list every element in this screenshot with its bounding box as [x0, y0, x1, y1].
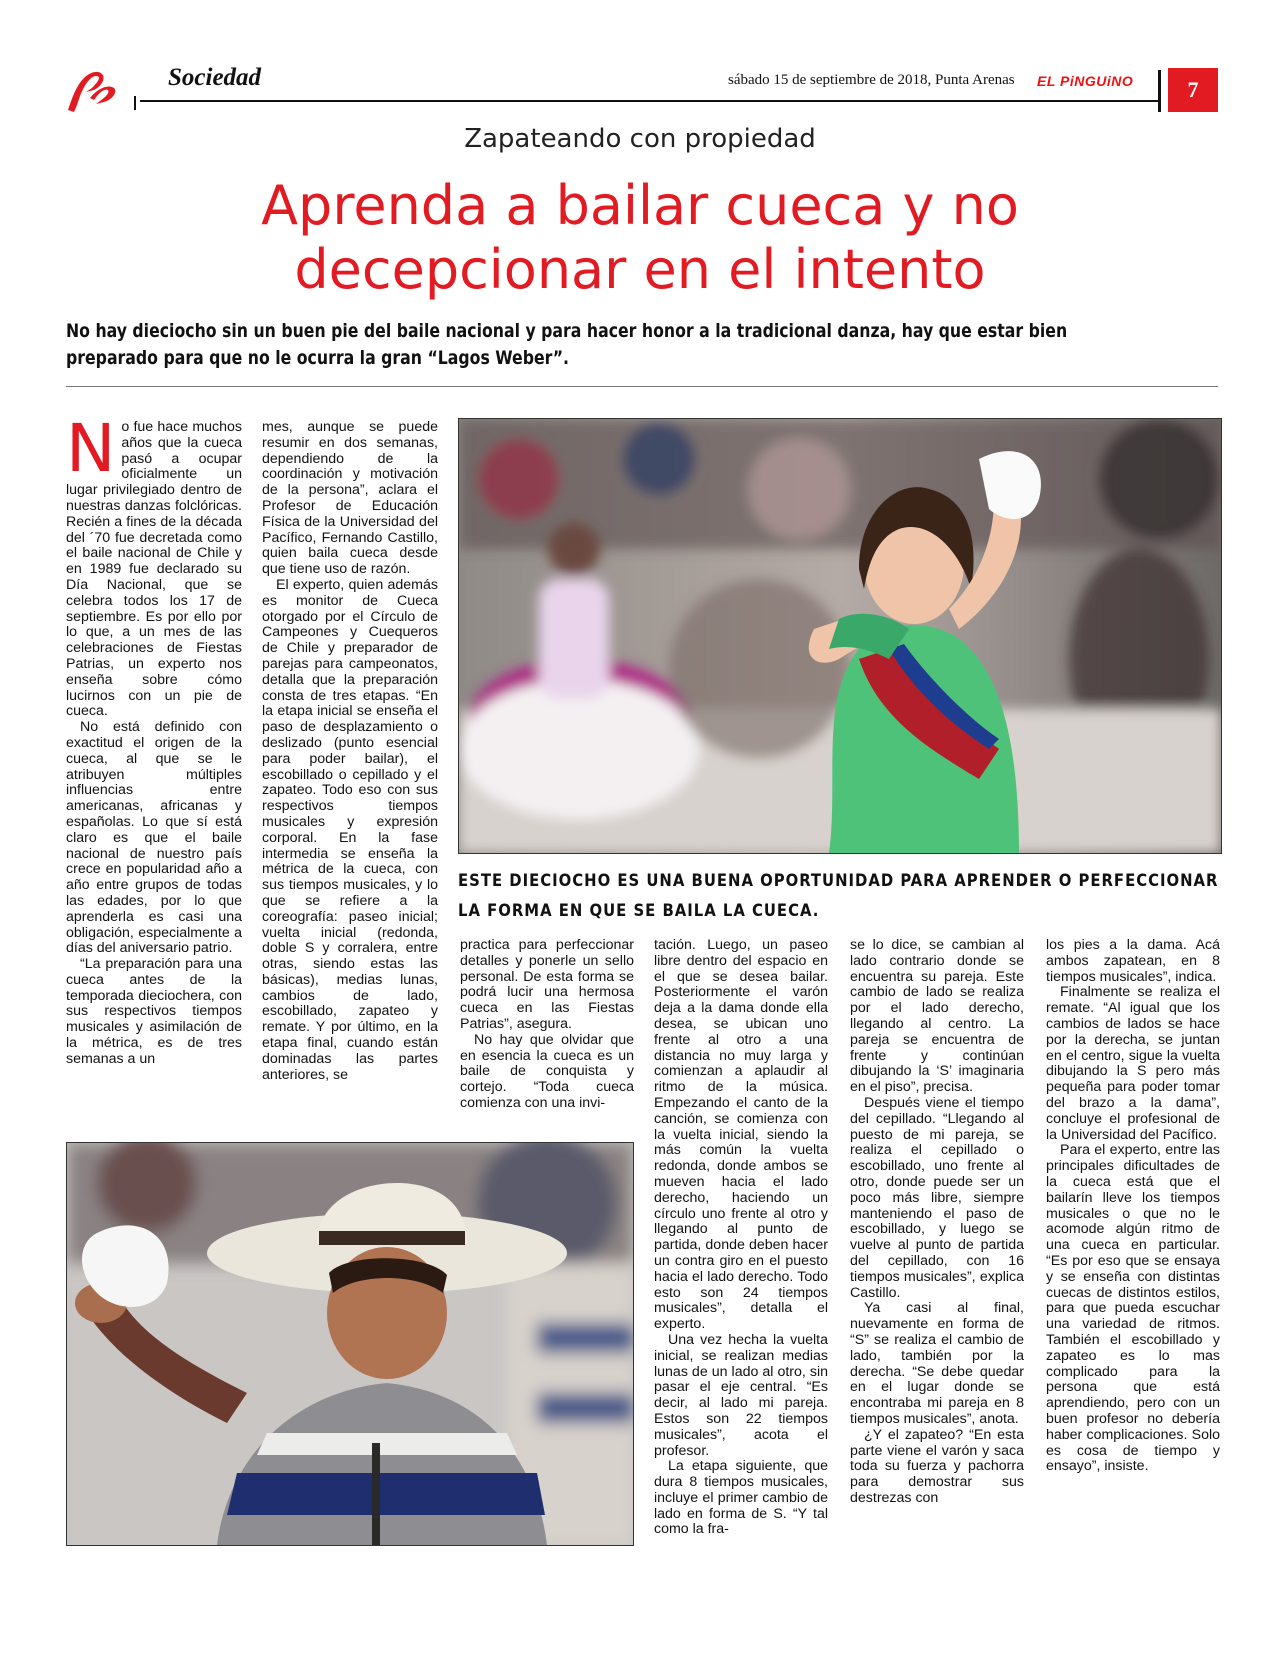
boy-photo-illustration: [67, 1143, 633, 1545]
header-divider: [134, 96, 136, 110]
header-rule: [140, 100, 1160, 102]
subhead: No hay dieciocho sin un buen pie del baile nacional y para hacer honor a la tradicional danza, hay que estar bien preparado para que no le ocurra la gran “Lagos Weber”.: [66, 320, 1068, 369]
dancer-photo-illustration: [459, 419, 1221, 853]
page-number: 7: [1168, 68, 1218, 112]
article-column-1: [66, 410, 242, 1068]
paragraph: “La preparación para una cueca antes de la temporada dieciochera, con sus respectivos tiempos musicales y asimilación de la métrica, es de tres semanas a un: [66, 956, 242, 1067]
paragraph: Ya casi al final, nuevamente en forma de “S” se realiza el cambio de lado, también por la derecha. “Se debe quedar en el lugar donde se encontraba mi pareja en 8 tiempos musicales”, anota.: [850, 1300, 1024, 1427]
article-column-4: [654, 938, 828, 1538]
paragraph: practica para perfeccionar detalles y ponerle un sello personal. De esta forma se podrá lucir una hermosa cueca en las Fiestas Patrias”, asegura.: [460, 937, 634, 1032]
paper-name: EL PiNGUiNO: [1037, 73, 1134, 89]
kicker: Zapateando con propiedad: [464, 124, 816, 154]
newspaper-logo-icon: [62, 68, 120, 118]
paragraph: [66, 410, 242, 720]
article-column-2: [262, 420, 438, 1083]
section-label: Sociedad: [168, 64, 262, 91]
paragraph: mes, aunque se puede resumir en dos semanas, dependiendo de la coordinación y motivación de la persona”, aclara el Profesor de Educación Física de la Universidad del Pacífico, Fernando Castillo, quien baila cueca desde que tiene uso de razón.: [262, 419, 438, 578]
paragraph: Para el experto, entre las principales dificultades de la cueca está que el bailarín lleve los tiempos musicales o que no le acomode algún ritmo de una cueca en particular. “Es por eso que se ensaya y se enseña con distintas cuecas de distintos estilos, para que pueda escuchar una variedad de ritmos. También el escobillado y zapateo es lo mas complicado para la persona que está aprendiendo, pero con un buen profesor no debería haber complicaciones. Solo es cosa de tiempo y ensayo”, insiste.: [1046, 1142, 1220, 1475]
paragraph: Finalmente se realiza el remate. “Al igual que los cambios de lados se hace por la derecha, se juntan en el centro, sigue la vuelta dibujando la S pero más pequeña para poder tomar del brazo a la dama”, concluye el profesional de la Universidad del Pacífico.: [1046, 984, 1220, 1143]
paragraph: ¿Y el zapateo? “En esta parte viene el varón y saca toda su fuerza y pachorra para demostrar sus destrezas con: [850, 1426, 1024, 1506]
photo-cueca-dancer: [458, 418, 1222, 854]
paragraph: El experto, quien además es monitor de Cueca otorgado por el Círculo de Campeones y Cuequeros de Chile y preparador de parejas para campeonatos, detalla que la preparación consta de tres etapas. “En la etapa inicial se enseña el paso de desplazamiento o deslizado (punto esencial para poder bailar), el escobillado o cepillado y el zapateo. Todo eso con sus respectivos tiempos musicales y expresión corporal. En la fase intermedia se enseña la métrica de la cueca, con sus tiempos musicales, y lo que se refiere a la coreografía: paseo inicial; vuelta inicial (redonda, doble S y corralera, entre otras, siendo estas las básicas), medias lunas, cambios de lado, escobillado, zapateo y remate. Y por último, en la etapa final, cuando están dominadas las partes anteriores, se: [262, 576, 438, 1083]
page-number-divider: [1158, 70, 1161, 112]
article-column-6: [1046, 938, 1220, 1475]
paragraph: No está definido con exactitud el origen de la cueca, al que se le atribuyen múltiples influencias entre americanas, africanas y españolas. Lo que sí está claro es que el baile nacional de nuestro país crece en popularidad año a año entre grupos de todas las edades, por lo que aprenderla es casi una obligación, especialmente a días del aniversario patrio.: [66, 719, 242, 957]
paragraph: Después viene el tiempo del cepillado. “Llegando al puesto de mi pareja, se realiza el cepillado o escobillado, uno frente al otro, donde puede ser un poco más libre, siempre manteniendo el paso de escobillado, y luego se vuelve al punto de partida del cepillado, con 16 tiempos musicales”, explica Castillo.: [850, 1094, 1024, 1301]
paragraph: Una vez hecha la vuelta inicial, se realizan medias lunas de un lado al otro, sin pasar el eje central. “Es decir, al lado mi pareja. Estos son 22 tiempos musicales”, acota el profesor.: [654, 1331, 828, 1459]
paragraph: los pies a la dama. Acá ambos zapatean, en 8 tiempos musicales”, indica.: [1046, 937, 1220, 985]
paragraph: se lo dice, se cambian al lado contrario donde se encuentra su pareja. Este cambio de lado se realiza por el lado derecho, llegando al centro. La pareja se encuentra de frente y continúan dibujando la ‘S’ imaginaria en el piso”, precisa.: [850, 937, 1024, 1096]
article-column-3: [460, 938, 634, 1112]
headline: Aprenda a bailar cueca y no decepcionar en el intento: [261, 174, 1019, 301]
paragraph: No hay que olvidar que en esencia la cueca es un baile de conquista y cortejo. “Toda cueca comienza con una invi-: [460, 1031, 634, 1111]
article-column-5: [850, 938, 1024, 1507]
paragraph-text: o fue hace muchos años que la cueca pasó a ocupar oficialmente un lugar privilegiado dentro de nuestras danzas folclóricas. Recién a fines de la década del ´70 fue decretada como el baile nacional de Chile y en 1989 fue declarado su Día Nacional, que se celebra todos los 17 de septiembre. Es por ello por lo que, a un mes de las celebraciones de Fiestas Patrias, un experto nos enseña sobre cómo lucirnos con un pie de cueca.: [66, 419, 242, 720]
photo-boy-huaso: [66, 1142, 634, 1546]
dateline: sábado 15 de septiembre de 2018, Punta Arenas: [728, 72, 1015, 88]
paragraph: La etapa siguiente, que dura 8 tiempos musicales, incluye el primer cambio de lado en forma de S. “Y tal como la fra-: [654, 1458, 828, 1538]
subhead-rule: [66, 386, 1218, 387]
paragraph: tación. Luego, un paseo libre dentro del espacio en el que se desea bailar. Posteriormente el varón deja a la dama donde ella desea, se ubican uno frente al otro a una distancia no muy larga y comienzan a aplaudir al ritmo de la música. Empezando el canto de la canción, se comienza con la vuelta inicial, siendo la más común la vuelta redonda, donde ambos se mueven hacia el lado derecho, haciendo un círculo uno frente al otro y llegando al punto de partida, donde deben hacer un contra giro en el puesto hacia el lado derecho. Todo esto son 24 tiempos musicales”, detalla el experto.: [654, 937, 828, 1333]
photo-caption: ESTE DIECIOCHO ES UNA BUENA OPORTUNIDAD PARA APRENDER O PERFECCIONAR LA FORMA EN QUE SE BAILA LA CUECA.: [458, 871, 1219, 920]
dropcap: N: [66, 410, 116, 487]
